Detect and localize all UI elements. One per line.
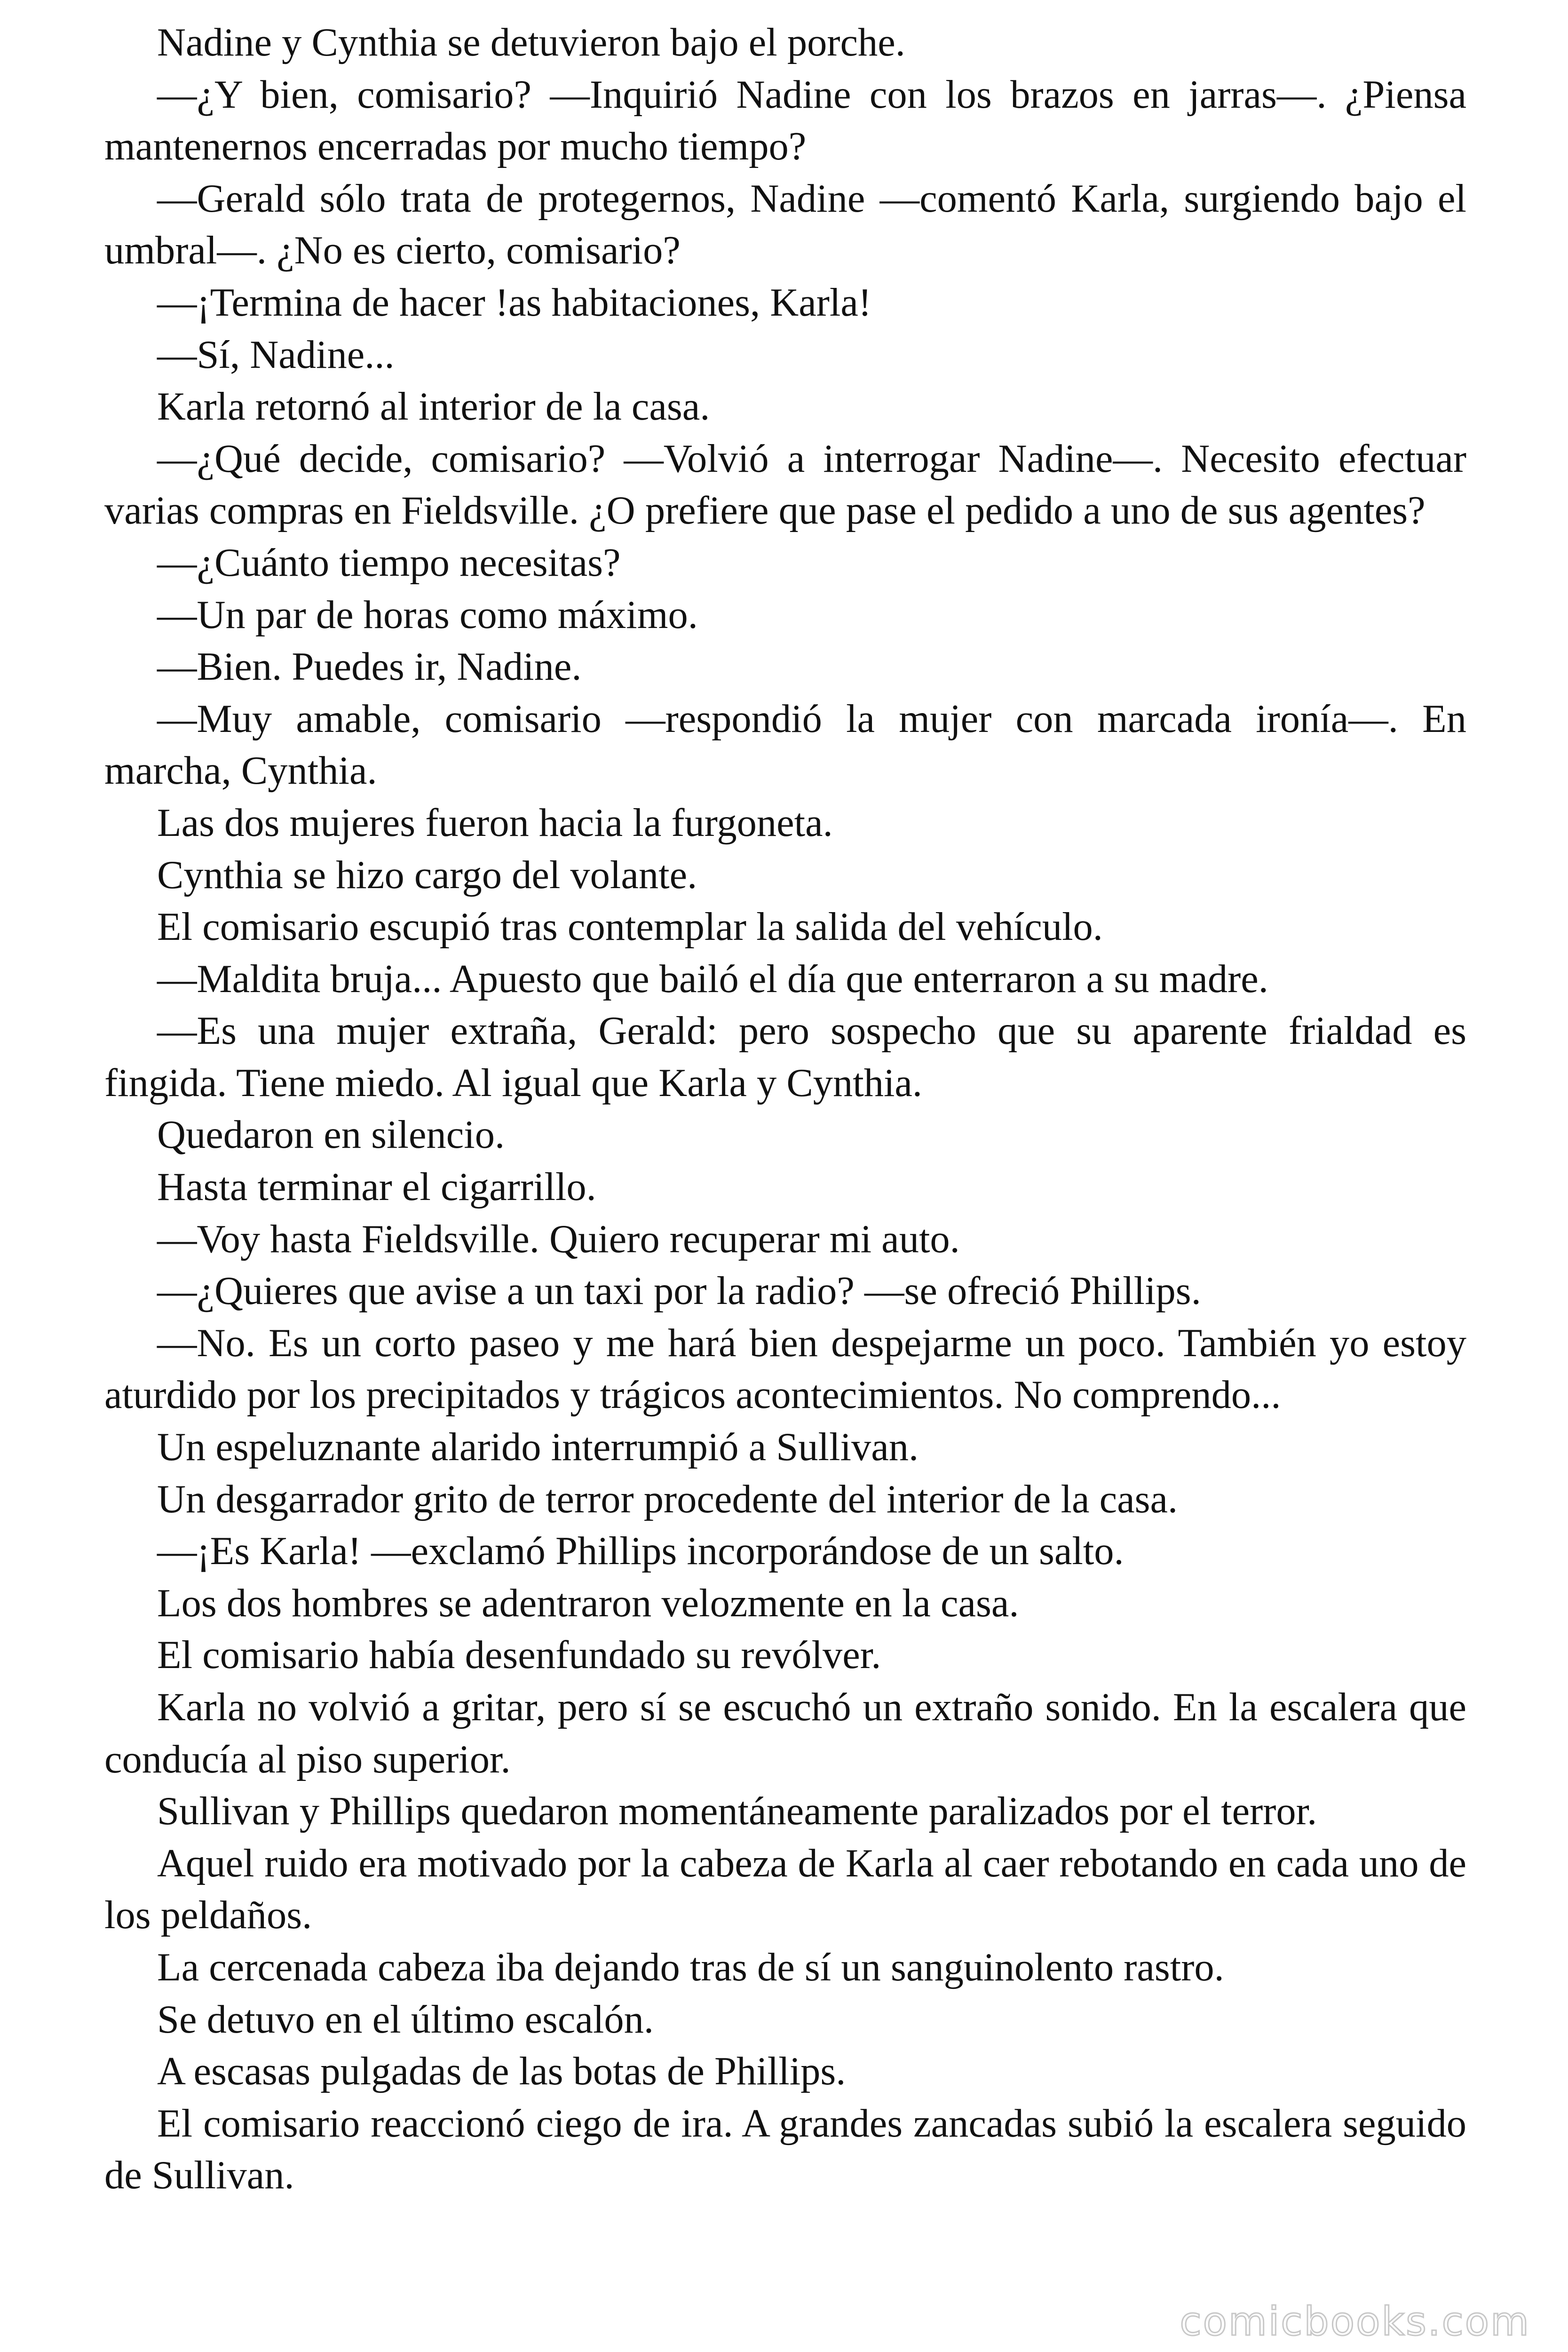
paragraph: —¿Y bien, comisario? —Inquirió Nadine con los brazos en jarras—. ¿Piensa mantenernos encerradas por mucho tiempo? xyxy=(104,72,1466,169)
paragraph: El comisario escupió tras contemplar la salida del vehículo. xyxy=(157,905,1103,949)
paragraph: —¡Termina de hacer !as habitaciones, Karla! xyxy=(157,280,872,325)
paragraph: —Es una mujer extraña, Gerald: pero sospecho que su aparente frialdad es fingida. Tiene miedo. Al igual que Karla y Cynthia. xyxy=(104,1009,1466,1105)
paragraph: A escasas pulgadas de las botas de Phillips. xyxy=(157,2050,846,2094)
paragraph: Un espeluznante alarido interrumpió a Sullivan. xyxy=(157,1425,919,1470)
paragraph: Aquel ruido era motivado por la cabeza de Karla al caer rebotando en cada uno de los peldaños. xyxy=(104,1841,1466,1938)
paragraph: El comisario reaccionó ciego de ira. A grandes zancadas subió la escalera seguido de Sullivan. xyxy=(104,2101,1466,2198)
paragraph: —¿Cuánto tiempo necesitas? xyxy=(157,540,621,585)
paragraph: Se detuvo en el último escalón. xyxy=(157,1997,654,2042)
paragraph: Cynthia se hizo cargo del volante. xyxy=(157,853,697,897)
watermark: comicbooks.com xyxy=(1180,2298,1530,2344)
paragraph: —Bien. Puedes ir, Nadine. xyxy=(157,645,582,689)
paragraph: Las dos mujeres fueron hacia la furgoneta. xyxy=(157,801,833,845)
paragraph: —Gerald sólo trata de protegernos, Nadine —comentó Karla, surgiendo bajo el umbral—. ¿No es cierto, comisario? xyxy=(104,176,1466,273)
paragraph: Quedaron en silencio. xyxy=(157,1113,505,1157)
paragraph: Sullivan y Phillips quedaron momentáneamente paralizados por el terror. xyxy=(157,1789,1317,1834)
paragraph: La cercenada cabeza iba dejando tras de sí un sanguinolento rastro. xyxy=(157,1945,1224,1989)
paragraph: Un desgarrador grito de terror procedente del interior de la casa. xyxy=(157,1477,1178,1521)
paragraph: Hasta terminar el cigarrillo. xyxy=(157,1165,596,1209)
paragraph: —¡Es Karla! —exclamó Phillips incorporándose de un salto. xyxy=(157,1529,1124,1573)
paragraph: Karla no volvió a gritar, pero sí se escuchó un extraño sonido. En la escalera que conducía al piso superior. xyxy=(104,1685,1466,1781)
paragraph: —¿Qué decide, comisario? —Volvió a interrogar Nadine—. Necesito efectuar varias compras en Fieldsville. ¿O prefiere que pase el pedido a uno de sus agentes? xyxy=(104,437,1466,533)
paragraph: —Maldita bruja... Apuesto que bailó el día que enterraron a su madre. xyxy=(157,957,1268,1001)
paragraph: —Muy amable, comisario —respondió la mujer con marcada ironía—. En marcha, Cynthia. xyxy=(104,697,1466,793)
paragraph: —¿Quieres que avise a un taxi por la radio? —se ofreció Phillips. xyxy=(157,1269,1201,1313)
paragraph: Nadine y Cynthia se detuvieron bajo el porche. xyxy=(157,21,905,64)
paragraph: El comisario había desenfundado su revólver. xyxy=(157,1633,881,1677)
paragraph: —Sí, Nadine... xyxy=(157,333,395,377)
document-page xyxy=(104,17,1466,2202)
paragraph: —No. Es un corto paseo y me hará bien despejarme un poco. También yo estoy aturdido por los precipitados y trágicos acontecimientos. No comprendo... xyxy=(104,1321,1466,1417)
paragraph: Karla retornó al interior de la casa. xyxy=(157,385,710,429)
paragraph: Los dos hombres se adentraron velozmente en la casa. xyxy=(157,1581,1019,1625)
paragraph: —Voy hasta Fieldsville. Quiero recuperar mi auto. xyxy=(157,1217,960,1261)
paragraph: —Un par de horas como máximo. xyxy=(157,593,698,637)
